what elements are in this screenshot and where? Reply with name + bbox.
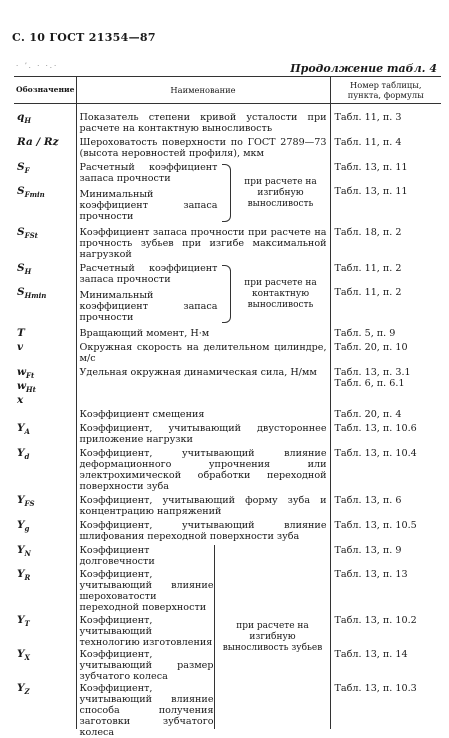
ref-cell	[330, 137, 441, 159]
group-note: при расчете на контактную выносливость	[244, 277, 317, 310]
symbol-subscript: T	[24, 619, 30, 629]
ref-cell	[330, 227, 441, 260]
symbol: S	[17, 185, 25, 197]
page-header: С. 10 ГОСТ 21354—87	[12, 31, 156, 44]
parameter-name: Коэффициент, учитывающий двустороннее приложение нагрузки	[79, 423, 327, 446]
parameter-name: Окружная скорость на делительном цилиндре, м/с	[79, 342, 327, 364]
parameter-name: Коэффициент, учитывающий форму зуба и концентрацию напряжений	[79, 495, 327, 518]
symbol-cell	[14, 227, 76, 260]
symbol: w	[17, 380, 27, 393]
table-row	[14, 448, 441, 492]
name-cell	[76, 342, 330, 364]
symbol-cell	[14, 409, 76, 420]
symbol-cell	[14, 162, 76, 224]
ref-cell	[330, 545, 441, 729]
parameter-name: Коэффициент, учитывающий влияние шлифования переходной поверхности зуба	[79, 520, 327, 543]
table-row	[14, 423, 441, 445]
symbol: Y	[17, 494, 25, 507]
table-row	[14, 263, 441, 325]
parameter-name: Коэффициент, учитывающий влияние способа получения заготовки зубчатого колеса	[79, 683, 214, 738]
col-header-ref: Номер таблицы, пункта, формулы	[330, 77, 441, 104]
symbol-subscript: Ft	[26, 371, 35, 381]
parameter-name: Коэффициент, учитывающий размер зубчатого колеса	[79, 649, 214, 683]
table-row	[14, 342, 441, 364]
reference: Табл. 20, п. 10	[334, 342, 408, 353]
table-continuation-label: Продолжение табл. 4	[290, 62, 437, 75]
name-cell	[76, 162, 330, 224]
symbol: S	[17, 262, 25, 274]
table-row	[14, 495, 441, 517]
ref-cell	[330, 162, 441, 224]
reference: Табл. 13, п. 10.6	[334, 423, 417, 435]
parameter-name: Расчетный коэффициент запаса прочности	[79, 263, 218, 285]
parameter-name: Коэффициент долговечности	[79, 545, 155, 568]
reference: Табл. 11, п. 3	[334, 112, 402, 123]
parameter-name: Расчетный коэффициент запаса прочности	[79, 162, 218, 184]
symbol-subscript: N	[24, 549, 31, 559]
brace	[222, 265, 231, 323]
symbol-subscript: FSt	[24, 231, 38, 241]
parameter-name: Коэффициент запаса прочности при расчете на прочность зубьев при изгибе максимальной нагрузкой	[79, 227, 327, 260]
symbol-cell	[14, 367, 76, 406]
symbol: Y	[17, 422, 25, 435]
symbol-cell	[14, 263, 76, 325]
symbol: x	[17, 394, 24, 407]
col-header-name: Наименование	[76, 77, 330, 104]
symbol: Ra / Rz	[17, 136, 59, 148]
reference: Табл. 13, п. 10.3	[334, 683, 417, 695]
ref-cell	[330, 423, 441, 445]
symbol: v	[17, 341, 24, 353]
symbol: q	[17, 111, 25, 123]
name-cell	[76, 263, 330, 325]
symbol-subscript: Ht	[26, 385, 36, 395]
symbol-subscript: R	[24, 573, 31, 583]
symbol: Y	[17, 544, 25, 557]
symbol-subscript: H	[24, 267, 32, 277]
table-row-group	[14, 545, 441, 729]
symbol-cell	[14, 448, 76, 492]
reference: Табл. 11, п. 2	[334, 263, 402, 274]
ref-cell	[330, 112, 441, 134]
table-row	[14, 328, 441, 339]
symbol: w	[17, 366, 27, 378]
reference: Табл. 13, п. 3.1	[334, 367, 411, 378]
reference: Табл. 13, п. 6	[334, 495, 402, 507]
symbol-subscript: FS	[24, 499, 35, 509]
name-cell	[76, 137, 330, 159]
ref-cell	[330, 495, 441, 517]
table-header-row	[14, 77, 441, 104]
parameter-name: Удельная окружная динамическая сила, Н/мм	[79, 367, 317, 378]
reference: Табл. 13, п. 10.4	[334, 448, 417, 460]
symbol: Y	[17, 447, 25, 460]
symbol-cell	[14, 137, 76, 159]
name-cell	[76, 227, 330, 260]
symbol-cell	[14, 423, 76, 445]
col-header-symbol: Обозначение	[14, 77, 76, 104]
symbol: Y	[17, 568, 25, 581]
reference: Табл. 13, п. 11	[334, 186, 408, 197]
name-cell	[76, 328, 330, 339]
symbol-cell	[14, 520, 76, 542]
symbol-subscript: g	[24, 524, 30, 534]
symbol-subscript: F	[24, 166, 30, 176]
parameter-name: Коэффициент, учитывающий технологию изготовления	[79, 615, 213, 649]
group-note: при расчете на изгибную выносливость зубьев	[214, 545, 327, 729]
name-cell	[76, 367, 330, 406]
parameter-name: Показатель степени кривой усталости при расчете на контактную выносливость	[79, 112, 327, 134]
parameter-name: Вращающий момент, Н·м	[79, 328, 210, 339]
reference: Табл. 13, п. 10.2	[334, 615, 417, 627]
name-cell	[76, 545, 330, 738]
table-body	[14, 104, 441, 738]
name-cell	[76, 520, 330, 542]
symbol-subscript: Z	[24, 687, 30, 697]
reference: Табл. 13, п. 10.5	[334, 520, 417, 532]
symbol-cell	[14, 342, 76, 364]
symbol: Y	[17, 682, 25, 695]
scan-noise: · ʼ. · ·.·	[16, 62, 59, 70]
reference: Табл. 13, п. 14	[334, 649, 408, 661]
parameter-name: Коэффициент смещения	[79, 409, 205, 421]
symbol: T	[17, 327, 25, 339]
ref-cell	[330, 520, 441, 542]
name-cell	[76, 423, 330, 445]
table-row	[14, 162, 441, 224]
table-row	[14, 112, 441, 134]
symbol: Y	[17, 648, 25, 661]
symbol-subscript: X	[24, 653, 30, 663]
reference: Табл. 5, п. 9	[334, 328, 396, 339]
ref-cell	[330, 448, 441, 492]
table-row	[14, 137, 441, 159]
parameter-name: Шероховатость поверхности по ГОСТ 2789—73 (высота неровностей профиля), мкм	[79, 137, 327, 159]
symbol: Y	[17, 519, 25, 532]
name-cell	[76, 112, 330, 134]
parameter-name: Коэффициент, учитывающий влияние шероховатости переходной поверхности	[79, 569, 214, 614]
symbol-subscript: H	[24, 116, 31, 126]
reference: Табл. 11, п. 2	[334, 287, 402, 298]
reference: Табл. 13, п. 11	[334, 162, 408, 173]
ref-cell	[330, 367, 441, 406]
parameter-name: Минимальный коэффициент запаса прочности	[79, 290, 218, 323]
symbol: Y	[17, 614, 25, 627]
reference: Табл. 13, п. 13	[334, 569, 408, 581]
name-cell	[76, 495, 330, 517]
ref-cell	[330, 328, 441, 339]
name-cell	[76, 409, 330, 420]
brace	[222, 164, 231, 222]
reference: Табл. 20, п. 4	[334, 409, 402, 421]
symbol-cell	[14, 328, 76, 339]
symbol: S	[17, 286, 25, 298]
reference: Табл. 6, п. 6.1	[334, 378, 405, 389]
symbol-cell	[14, 545, 76, 729]
group-note: при расчете на изгибную выносливость	[244, 176, 317, 209]
symbols-table	[14, 76, 441, 738]
reference: Табл. 11, п. 4	[334, 137, 402, 148]
parameter-name: Коэффициент, учитывающий влияние деформационного упрочнения или электрохимической обработки переходной поверхности зуба	[79, 448, 327, 493]
symbol: S	[17, 161, 25, 173]
ref-cell	[330, 342, 441, 364]
table-row	[14, 520, 441, 542]
reference: Табл. 13, п. 9	[334, 545, 402, 557]
symbol-subscript: d	[24, 452, 30, 462]
ref-cell	[330, 263, 441, 325]
table-row	[14, 409, 441, 420]
table-row	[14, 227, 441, 260]
symbol-subscript: A	[24, 427, 30, 437]
reference: Табл. 18, п. 2	[334, 227, 402, 238]
parameter-name: Минимальный коэффициент запаса прочности	[79, 189, 218, 222]
name-cell	[76, 448, 330, 492]
ref-cell	[330, 409, 441, 420]
symbol-subscript: Fmin	[24, 190, 45, 200]
symbol: S	[17, 226, 25, 238]
symbol-cell	[14, 112, 76, 134]
symbol-cell	[14, 495, 76, 517]
symbol-subscript: Hmin	[24, 291, 47, 301]
table-row	[14, 367, 441, 406]
